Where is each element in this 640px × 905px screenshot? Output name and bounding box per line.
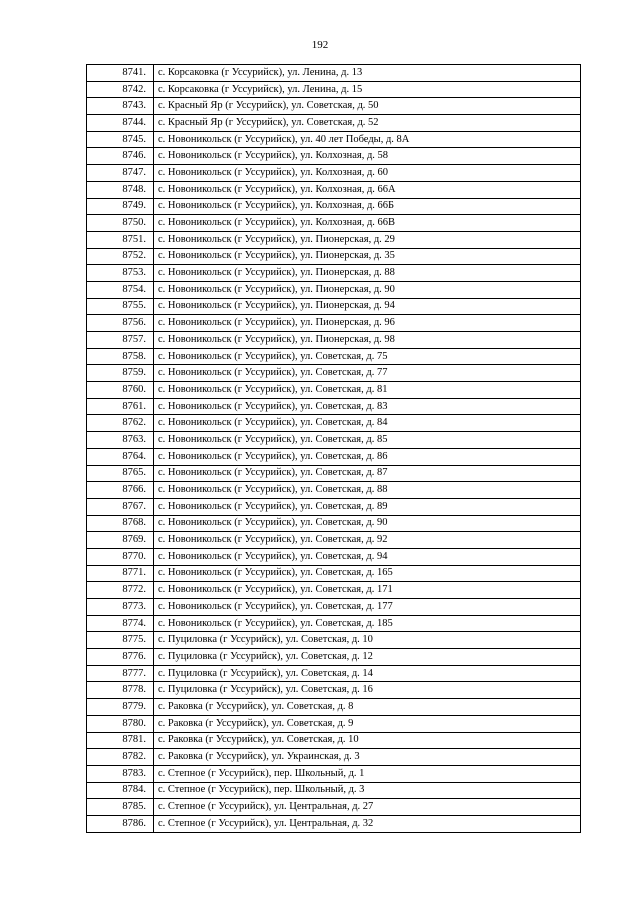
- row-address: с. Пуциловка (г Уссурийск), ул. Советская, д. 14: [154, 665, 581, 682]
- row-number: 8748.: [87, 181, 154, 198]
- table-row: [87, 115, 581, 132]
- row-address: с. Новоникольск (г Уссурийск), ул. Советская, д. 89: [154, 498, 581, 515]
- row-number: 8773.: [87, 599, 154, 616]
- table-row: [87, 365, 581, 382]
- table-row: [87, 231, 581, 248]
- table-row: [87, 515, 581, 532]
- row-number: 8780.: [87, 715, 154, 732]
- row-number: 8752.: [87, 248, 154, 265]
- row-address: с. Новоникольск (г Уссурийск), ул. 40 лет Победы, д. 8А: [154, 131, 581, 148]
- table-row: [87, 181, 581, 198]
- row-address: с. Раковка (г Уссурийск), ул. Советская, д. 8: [154, 699, 581, 716]
- row-address: с. Новоникольск (г Уссурийск), ул. Советская, д. 185: [154, 615, 581, 632]
- table-row: [87, 81, 581, 98]
- table-row: [87, 465, 581, 482]
- table-row: [87, 482, 581, 499]
- table-row: [87, 749, 581, 766]
- table-row: [87, 649, 581, 666]
- row-address: с. Степное (г Уссурийск), пер. Школьный, д. 3: [154, 782, 581, 799]
- table-row: [87, 398, 581, 415]
- row-address: с. Новоникольск (г Уссурийск), ул. Советская, д. 171: [154, 582, 581, 599]
- row-address: с. Красный Яр (г Уссурийск), ул. Советская, д. 50: [154, 98, 581, 115]
- row-number: 8745.: [87, 131, 154, 148]
- row-number: 8743.: [87, 98, 154, 115]
- row-number: 8776.: [87, 649, 154, 666]
- row-address: с. Красный Яр (г Уссурийск), ул. Советская, д. 52: [154, 115, 581, 132]
- address-table-body: [87, 65, 581, 833]
- row-number: 8750.: [87, 215, 154, 232]
- table-row: [87, 615, 581, 632]
- row-number: 8754.: [87, 281, 154, 298]
- row-number: 8781.: [87, 732, 154, 749]
- table-row: [87, 682, 581, 699]
- row-address: с. Новоникольск (г Уссурийск), ул. Советская, д. 87: [154, 465, 581, 482]
- row-number: 8766.: [87, 482, 154, 499]
- row-number: 8753.: [87, 265, 154, 282]
- row-address: с. Новоникольск (г Уссурийск), ул. Советская, д. 75: [154, 348, 581, 365]
- row-address: с. Корсаковка (г Уссурийск), ул. Ленина, д. 15: [154, 81, 581, 98]
- row-address: с. Пуциловка (г Уссурийск), ул. Советская, д. 10: [154, 632, 581, 649]
- table-row: [87, 348, 581, 365]
- row-address: с. Новоникольск (г Уссурийск), ул. Колхозная, д. 60: [154, 165, 581, 182]
- row-address: с. Новоникольск (г Уссурийск), ул. Советская, д. 77: [154, 365, 581, 382]
- row-number: 8765.: [87, 465, 154, 482]
- row-address: с. Новоникольск (г Уссурийск), ул. Пионерская, д. 96: [154, 315, 581, 332]
- row-address: с. Степное (г Уссурийск), ул. Центральная, д. 32: [154, 815, 581, 832]
- row-number: 8744.: [87, 115, 154, 132]
- row-number: 8772.: [87, 582, 154, 599]
- table-row: [87, 565, 581, 582]
- row-number: 8746.: [87, 148, 154, 165]
- row-number: 8757.: [87, 332, 154, 349]
- row-address: с. Новоникольск (г Уссурийск), ул. Советская, д. 88: [154, 482, 581, 499]
- row-number: 8767.: [87, 498, 154, 515]
- table-row: [87, 448, 581, 465]
- row-number: 8742.: [87, 81, 154, 98]
- row-address: с. Новоникольск (г Уссурийск), ул. Пионерская, д. 88: [154, 265, 581, 282]
- row-address: с. Раковка (г Уссурийск), ул. Советская, д. 10: [154, 732, 581, 749]
- row-address: с. Новоникольск (г Уссурийск), ул. Колхозная, д. 66А: [154, 181, 581, 198]
- row-address: с. Новоникольск (г Уссурийск), ул. Советская, д. 94: [154, 548, 581, 565]
- table-row: [87, 265, 581, 282]
- address-table: [86, 64, 581, 833]
- row-number: 8770.: [87, 548, 154, 565]
- row-number: 8756.: [87, 315, 154, 332]
- page-number: 192: [311, 39, 329, 51]
- row-number: 8751.: [87, 231, 154, 248]
- row-number: 8778.: [87, 682, 154, 699]
- table-row: [87, 248, 581, 265]
- table-row: [87, 215, 581, 232]
- row-address: с. Пуциловка (г Уссурийск), ул. Советская, д. 16: [154, 682, 581, 699]
- row-address: с. Новоникольск (г Уссурийск), ул. Советская, д. 84: [154, 415, 581, 432]
- table-row: [87, 715, 581, 732]
- table-row: [87, 599, 581, 616]
- row-address: с. Раковка (г Уссурийск), ул. Советская, д. 9: [154, 715, 581, 732]
- row-number: 8777.: [87, 665, 154, 682]
- row-address: с. Новоникольск (г Уссурийск), ул. Пионерская, д. 90: [154, 281, 581, 298]
- table-row: [87, 765, 581, 782]
- row-address: с. Новоникольск (г Уссурийск), ул. Советская, д. 86: [154, 448, 581, 465]
- row-number: 8763.: [87, 432, 154, 449]
- row-address: с. Новоникольск (г Уссурийск), ул. Пионерская, д. 98: [154, 332, 581, 349]
- table-row: [87, 632, 581, 649]
- row-number: 8764.: [87, 448, 154, 465]
- table-row: [87, 732, 581, 749]
- row-number: 8747.: [87, 165, 154, 182]
- row-address: с. Новоникольск (г Уссурийск), ул. Советская, д. 165: [154, 565, 581, 582]
- row-number: 8774.: [87, 615, 154, 632]
- row-number: 8760.: [87, 382, 154, 399]
- row-number: 8783.: [87, 765, 154, 782]
- table-row: [87, 699, 581, 716]
- table-row: [87, 415, 581, 432]
- row-address: с. Новоникольск (г Уссурийск), ул. Колхозная, д. 66Б: [154, 198, 581, 215]
- row-address: с. Новоникольск (г Уссурийск), ул. Советская, д. 177: [154, 599, 581, 616]
- table-row: [87, 799, 581, 816]
- table-row: [87, 315, 581, 332]
- row-number: 8749.: [87, 198, 154, 215]
- table-row: [87, 332, 581, 349]
- table-row: [87, 65, 581, 82]
- table-row: [87, 298, 581, 315]
- table-row: [87, 532, 581, 549]
- row-address: с. Раковка (г Уссурийск), ул. Украинская, д. 3: [154, 749, 581, 766]
- table-row: [87, 665, 581, 682]
- row-address: с. Корсаковка (г Уссурийск), ул. Ленина, д. 13: [154, 65, 581, 82]
- row-address: с. Новоникольск (г Уссурийск), ул. Колхозная, д. 66В: [154, 215, 581, 232]
- row-number: 8741.: [87, 65, 154, 82]
- table-row: [87, 432, 581, 449]
- row-address: с. Пуциловка (г Уссурийск), ул. Советская, д. 12: [154, 649, 581, 666]
- row-number: 8758.: [87, 348, 154, 365]
- row-address: с. Степное (г Уссурийск), пер. Школьный, д. 1: [154, 765, 581, 782]
- row-number: 8785.: [87, 799, 154, 816]
- row-address: с. Новоникольск (г Уссурийск), ул. Колхозная, д. 58: [154, 148, 581, 165]
- row-address: с. Новоникольск (г Уссурийск), ул. Советская, д. 81: [154, 382, 581, 399]
- table-row: [87, 281, 581, 298]
- row-number: 8779.: [87, 699, 154, 716]
- row-number: 8784.: [87, 782, 154, 799]
- row-address: с. Новоникольск (г Уссурийск), ул. Советская, д. 90: [154, 515, 581, 532]
- table-row: [87, 98, 581, 115]
- row-address: с. Степное (г Уссурийск), ул. Центральная, д. 27: [154, 799, 581, 816]
- row-number: 8761.: [87, 398, 154, 415]
- row-number: 8782.: [87, 749, 154, 766]
- table-row: [87, 498, 581, 515]
- row-number: 8786.: [87, 815, 154, 832]
- row-address: с. Новоникольск (г Уссурийск), ул. Советская, д. 85: [154, 432, 581, 449]
- table-row: [87, 548, 581, 565]
- row-number: 8769.: [87, 532, 154, 549]
- row-number: 8775.: [87, 632, 154, 649]
- table-row: [87, 382, 581, 399]
- row-number: 8762.: [87, 415, 154, 432]
- table-row: [87, 198, 581, 215]
- row-address: с. Новоникольск (г Уссурийск), ул. Пионерская, д. 94: [154, 298, 581, 315]
- table-row: [87, 165, 581, 182]
- row-address: с. Новоникольск (г Уссурийск), ул. Пионерская, д. 29: [154, 231, 581, 248]
- row-address: с. Новоникольск (г Уссурийск), ул. Пионерская, д. 35: [154, 248, 581, 265]
- row-address: с. Новоникольск (г Уссурийск), ул. Советская, д. 83: [154, 398, 581, 415]
- table-row: [87, 815, 581, 832]
- row-number: 8771.: [87, 565, 154, 582]
- table-row: [87, 148, 581, 165]
- table-row: [87, 131, 581, 148]
- row-number: 8768.: [87, 515, 154, 532]
- row-number: 8755.: [87, 298, 154, 315]
- table-row: [87, 782, 581, 799]
- table-row: [87, 582, 581, 599]
- row-address: с. Новоникольск (г Уссурийск), ул. Советская, д. 92: [154, 532, 581, 549]
- row-number: 8759.: [87, 365, 154, 382]
